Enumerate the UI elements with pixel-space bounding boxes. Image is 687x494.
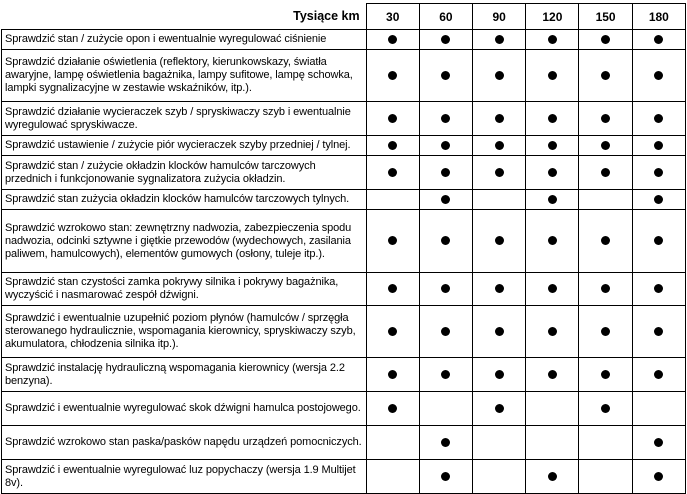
- task-description: Sprawdzić wzrokowo stan: zewnętrzny nadwozia, zabezpieczenia spodu nadwozia, odcinki sztywne i giętkie przewodów (wydechowych, zasilania paliwem, hamulcowych), elementów gumowych (osłony, tuleje itp.).: [2, 210, 367, 273]
- bullet-icon: [548, 195, 557, 204]
- task-description: Sprawdzić stan zużycia okładzin klocków hamulców tarczowych tylnych.: [2, 190, 367, 210]
- interval-cell: [473, 273, 526, 306]
- bullet-icon: [388, 71, 397, 80]
- interval-cell: [579, 306, 632, 358]
- bullet-icon: [388, 370, 397, 379]
- bullet-icon: [441, 370, 450, 379]
- table-row: [2, 426, 686, 460]
- interval-cell: [632, 156, 685, 190]
- bullet-icon: [495, 370, 504, 379]
- interval-cell: [579, 273, 632, 306]
- interval-cell: [366, 358, 419, 392]
- bullet-icon: [441, 141, 450, 150]
- interval-cell: [419, 50, 472, 102]
- interval-cell: [419, 102, 472, 136]
- bullet-icon: [441, 327, 450, 336]
- bullet-icon: [548, 35, 557, 44]
- bullet-icon: [654, 195, 663, 204]
- interval-cell: [632, 102, 685, 136]
- interval-header: 120: [526, 4, 579, 30]
- interval-cell: [579, 156, 632, 190]
- bullet-icon: [388, 168, 397, 177]
- bullet-icon: [388, 236, 397, 245]
- bullet-icon: [388, 284, 397, 293]
- interval-header: 90: [473, 4, 526, 30]
- interval-cell: [419, 460, 472, 494]
- bullet-icon: [548, 472, 557, 481]
- interval-cell: [366, 426, 419, 460]
- interval-cell: [579, 50, 632, 102]
- header-row: [2, 4, 686, 30]
- bullet-icon: [548, 370, 557, 379]
- interval-cell: [526, 306, 579, 358]
- bullet-icon: [495, 168, 504, 177]
- interval-cell: [419, 156, 472, 190]
- interval-cell: [473, 30, 526, 50]
- interval-cell: [473, 210, 526, 273]
- interval-cell: [632, 460, 685, 494]
- bullet-icon: [548, 71, 557, 80]
- interval-cell: [579, 358, 632, 392]
- interval-cell: [366, 210, 419, 273]
- interval-cell: [579, 190, 632, 210]
- bullet-icon: [601, 236, 610, 245]
- interval-cell: [632, 136, 685, 156]
- bullet-icon: [441, 284, 450, 293]
- bullet-icon: [441, 438, 450, 447]
- task-description: Sprawdzić działanie wycieraczek szyb / spryskiwaczy szyb i ewentualnie wyregulować spryskiwacze.: [2, 102, 367, 136]
- table-row: [2, 136, 686, 156]
- bullet-icon: [441, 195, 450, 204]
- interval-cell: [473, 460, 526, 494]
- bullet-icon: [654, 438, 663, 447]
- bullet-icon: [654, 327, 663, 336]
- interval-cell: [419, 210, 472, 273]
- bullet-icon: [548, 327, 557, 336]
- bullet-icon: [654, 114, 663, 123]
- bullet-icon: [601, 35, 610, 44]
- bullet-icon: [654, 71, 663, 80]
- interval-cell: [473, 156, 526, 190]
- task-description: Sprawdzić ustawienie / zużycie piór wycieraczek szyby przedniej / tylnej.: [2, 136, 367, 156]
- interval-cell: [473, 426, 526, 460]
- interval-cell: [419, 273, 472, 306]
- interval-cell: [366, 306, 419, 358]
- interval-cell: [579, 460, 632, 494]
- interval-cell: [366, 136, 419, 156]
- task-description: Sprawdzić i ewentualnie wyregulować skok dźwigni hamulca postojowego.: [2, 392, 367, 426]
- bullet-icon: [654, 472, 663, 481]
- bullet-icon: [601, 168, 610, 177]
- table-row: [2, 30, 686, 50]
- interval-cell: [366, 392, 419, 426]
- interval-cell: [473, 392, 526, 426]
- interval-cell: [579, 426, 632, 460]
- bullet-icon: [495, 327, 504, 336]
- interval-cell: [366, 156, 419, 190]
- bullet-icon: [441, 168, 450, 177]
- bullet-icon: [495, 71, 504, 80]
- interval-cell: [473, 190, 526, 210]
- bullet-icon: [495, 141, 504, 150]
- task-description: Sprawdzić stan czystości zamka pokrywy silnika i pokrywy bagażnika, wyczyścić i nasmarować zespół dźwigni.: [2, 273, 367, 306]
- bullet-icon: [388, 404, 397, 413]
- interval-cell: [579, 30, 632, 50]
- interval-cell: [526, 50, 579, 102]
- interval-cell: [419, 392, 472, 426]
- interval-header: 60: [419, 4, 472, 30]
- interval-cell: [526, 273, 579, 306]
- bullet-icon: [388, 35, 397, 44]
- interval-cell: [526, 426, 579, 460]
- table-row: [2, 102, 686, 136]
- bullet-icon: [601, 141, 610, 150]
- table-row: [2, 460, 686, 494]
- interval-cell: [366, 273, 419, 306]
- bullet-icon: [495, 404, 504, 413]
- interval-cell: [526, 190, 579, 210]
- interval-cell: [419, 306, 472, 358]
- interval-cell: [579, 102, 632, 136]
- interval-cell: [419, 426, 472, 460]
- interval-cell: [419, 190, 472, 210]
- bullet-icon: [495, 35, 504, 44]
- bullet-icon: [388, 141, 397, 150]
- interval-header: 150: [579, 4, 632, 30]
- bullet-icon: [654, 236, 663, 245]
- table-row: [2, 210, 686, 273]
- interval-cell: [366, 102, 419, 136]
- interval-cell: [526, 136, 579, 156]
- bullet-icon: [441, 71, 450, 80]
- interval-cell: [419, 358, 472, 392]
- bullet-icon: [495, 114, 504, 123]
- interval-cell: [526, 30, 579, 50]
- interval-cell: [526, 358, 579, 392]
- task-description: Sprawdzić działanie oświetlenia (reflektory, kierunkowskazy, światła awaryjne, lampę oświetlenia bagażnika, lampy sufitowe, lampę schowka, lampki sygnalizacyjne w zestawie wskaźników, itp.).: [2, 50, 367, 102]
- bullet-icon: [654, 370, 663, 379]
- interval-cell: [366, 190, 419, 210]
- bullet-icon: [548, 236, 557, 245]
- bullet-icon: [441, 236, 450, 245]
- table-body: [2, 30, 686, 494]
- bullet-icon: [548, 141, 557, 150]
- interval-cell: [579, 136, 632, 156]
- interval-cell: [632, 210, 685, 273]
- bullet-icon: [548, 284, 557, 293]
- interval-cell: [473, 306, 526, 358]
- interval-cell: [632, 50, 685, 102]
- bullet-icon: [601, 404, 610, 413]
- interval-cell: [419, 30, 472, 50]
- interval-cell: [473, 136, 526, 156]
- interval-cell: [579, 210, 632, 273]
- bullet-icon: [441, 35, 450, 44]
- interval-cell: [366, 460, 419, 494]
- interval-cell: [632, 273, 685, 306]
- bullet-icon: [601, 327, 610, 336]
- interval-cell: [526, 392, 579, 426]
- interval-cell: [632, 190, 685, 210]
- maintenance-table: [1, 3, 686, 494]
- task-description: Sprawdzić instalację hydrauliczną wspomagania kierownicy (wersja 2.2 benzyna).: [2, 358, 367, 392]
- table-row: [2, 358, 686, 392]
- bullet-icon: [601, 114, 610, 123]
- table-row: [2, 190, 686, 210]
- interval-cell: [526, 210, 579, 273]
- table-row: [2, 392, 686, 426]
- interval-cell: [526, 460, 579, 494]
- interval-cell: [632, 426, 685, 460]
- table-row: [2, 306, 686, 358]
- bullet-icon: [441, 472, 450, 481]
- task-description: Sprawdzić i ewentualnie wyregulować luz popychaczy (wersja 1.9 Multijet 8v).: [2, 460, 367, 494]
- interval-cell: [366, 30, 419, 50]
- interval-header: 30: [366, 4, 419, 30]
- bullet-icon: [495, 284, 504, 293]
- task-description: Sprawdzić stan / zużycie opon i ewentualnie wyregulować ciśnienie: [2, 30, 367, 50]
- interval-cell: [419, 136, 472, 156]
- bullet-icon: [495, 236, 504, 245]
- table-row: [2, 156, 686, 190]
- bullet-icon: [654, 141, 663, 150]
- interval-cell: [579, 392, 632, 426]
- task-description: Sprawdzić i ewentualnie uzupełnić poziom płynów (hamulców / sprzęgła sterowanego hydraulicznie, wspomagania kierownicy, spryskiwaczy szyb, akumulatora, chłodzenia silnika itp.).: [2, 306, 367, 358]
- bullet-icon: [601, 284, 610, 293]
- interval-cell: [632, 30, 685, 50]
- interval-cell: [632, 392, 685, 426]
- bullet-icon: [654, 35, 663, 44]
- interval-cell: [473, 102, 526, 136]
- table-row: [2, 273, 686, 306]
- bullet-icon: [388, 114, 397, 123]
- task-description: Sprawdzić wzrokowo stan paska/pasków napędu urządzeń pomocniczych.: [2, 426, 367, 460]
- interval-cell: [473, 50, 526, 102]
- task-description: Sprawdzić stan / zużycie okładzin klocków hamulców tarczowych przednich i funkcjonowanie sygnalizatora zużycia okładzin.: [2, 156, 367, 190]
- bullet-icon: [388, 327, 397, 336]
- header-title: Tysiące km: [293, 9, 360, 24]
- bullet-icon: [654, 284, 663, 293]
- interval-cell: [632, 306, 685, 358]
- interval-cell: [632, 358, 685, 392]
- bullet-icon: [548, 114, 557, 123]
- interval-cell: [473, 358, 526, 392]
- bullet-icon: [601, 71, 610, 80]
- interval-header: 180: [632, 4, 685, 30]
- interval-cell: [526, 156, 579, 190]
- interval-cell: [526, 102, 579, 136]
- bullet-icon: [654, 168, 663, 177]
- bullet-icon: [601, 370, 610, 379]
- bullet-icon: [548, 168, 557, 177]
- table-row: [2, 50, 686, 102]
- interval-cell: [366, 50, 419, 102]
- bullet-icon: [441, 114, 450, 123]
